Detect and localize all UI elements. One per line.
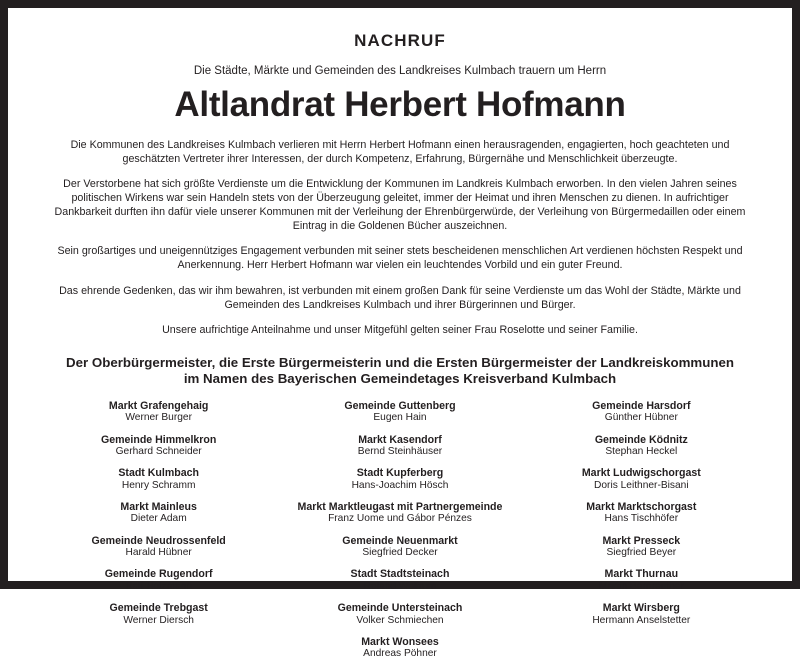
signatory-person: Ralf Holzmann [125,580,193,592]
signatory-column-center [279,400,520,661]
signatory-person: Henry Schramm [121,479,196,491]
signatory-place: Gemeinde Harsdorf [592,399,691,412]
signatory-place: Gemeinde Neudrossenfeld [91,534,226,547]
obituary-subtitle: Die Städte, Märkte und Gemeinden des Landkreises Kulmbach trauern um Herrn [193,64,607,77]
signatory-entry [38,434,279,459]
signatory-entry [521,535,762,560]
signatory-person: Eugen Hain [373,412,427,424]
signatory-entry [38,467,279,492]
signatory-place: Stadt Kulmbach [118,467,199,480]
signatory-person: Hans Tischhöfer [604,513,679,525]
signatory-person: Werner Burger [125,412,192,424]
signatory-heading-line-2: im Namen des Bayerischen Gemeindetages Kreisverband Kulmbach [183,371,617,387]
signatory-person: Martin Bernreuther [598,580,684,592]
signatory-column-left [38,400,279,627]
signatory-place: Markt Marktschorgast [586,500,697,513]
body-paragraph: Der Verstorbene hat sich größte Verdienste um die Entwicklung der Kommunen im Landkreis Kulmbach erworben. In den vielen Jahren seines politischen Wirkens war sein Handeln stets von der Überzeugung geleitet, immer der Heimat und ihren Menschen zu dienen. In aufrichtiger Dankbarkeit durften ihn dafür viele unserer Kommunen mit der Verleihung der Ehrenbürgerwürde, der Verleihung von Bürgermedaillen oder einem Eintrag in die Goldenen Bücher auszeichnen. [54,177,746,233]
signatory-person: Siegfried Beyer [606,547,677,559]
signatory-place: Gemeinde Guttenberg [344,399,456,412]
signatory-entry [279,400,520,425]
signatory-person: Siegfried Decker [362,547,438,559]
signatory-person: Werner Diersch [123,614,194,626]
body-paragraph: Unsere aufrichtige Anteilnahme und unser Mitgefühl gelten seiner Frau Roselotte und seiner Familie. [162,323,638,336]
signatory-columns [38,400,762,661]
signatory-place: Gemeinde Rugendorf [104,568,213,581]
signatory-entry [38,501,279,526]
signatory-entry [279,636,520,661]
signatory-entry [521,501,762,526]
signatory-place: Gemeinde Untersteinach [337,601,463,614]
signatory-person: Roland Wolfrum [363,580,437,592]
signatory-place: Markt Wirsberg [602,601,680,614]
signatory-entry [521,602,762,627]
deceased-name: Altlandrat Herbert Hofmann [174,85,626,125]
signatory-entry [279,568,520,593]
signatory-column-right [521,400,762,627]
signatory-place: Gemeinde Himmelkron [100,433,217,446]
body-paragraph: Sein großartiges und uneigennütziges Engagement verbunden mit seiner stets bescheidenen menschlichen Art verdienen höchsten Respekt und Anerkennung. Herr Herbert Hofmann war vielen ein leuchtendes Vorbild und ein guter Freund. [57,245,743,272]
signatory-heading [38,355,762,388]
signatory-place: Markt Marktleugast mit Partnergemeinde [297,500,503,513]
signatory-person: Franz Uome und Gábor Pénzes [328,513,472,525]
signatory-entry [38,400,279,425]
signatory-person: Gerhard Schneider [115,446,202,458]
signatory-entry [521,467,762,492]
obituary-body [38,138,762,337]
signatory-entry [38,568,279,593]
signatory-person: Dieter Adam [130,513,187,525]
signatory-entry [279,602,520,627]
body-paragraph: Das ehrende Gedenken, das wir ihm bewahren, ist verbunden mit einem großen Dank für seine Verdienste um das Wohl der Städte, Märkte und Gemeinden des Landkreises Kulmbach und ihrer Bürgerinnen und Bürger. [59,284,741,311]
signatory-entry [38,535,279,560]
signatory-place: Markt Mainleus [120,500,197,513]
signatory-person: Stephan Heckel [605,446,678,458]
signatory-place: Markt Thurnau [604,568,679,581]
signatory-person: Hermann Anselstetter [592,614,691,626]
signatory-entry [38,602,279,627]
signatory-place: Gemeinde Trebgast [109,601,208,614]
signatory-person: Andreas Pöhner [363,648,437,660]
signatory-person: Volker Schmiechen [356,614,444,626]
signatory-person: Günther Hübner [604,412,678,424]
obituary-content [8,8,792,660]
signatory-person: Hans-Joachim Hösch [351,479,449,491]
obituary-kicker: NACHRUF [354,31,446,50]
signatory-person: Harald Hübner [125,547,192,559]
signatory-entry [521,400,762,425]
signatory-person: Doris Leithner-Bisani [594,479,689,491]
signatory-place: Gemeinde Ködnitz [594,433,688,446]
signatory-place: Stadt Stadtsteinach [350,568,450,581]
signatory-place: Stadt Kupferberg [356,467,444,480]
signatory-place: Markt Presseck [602,534,681,547]
signatory-entry [279,467,520,492]
body-paragraph: Die Kommunen des Landkreises Kulmbach verlieren mit Herrn Herbert Hofmann einen herausragenden, engagierten, hoch geachteten und geschätzten Vertreter ihrer Interessen, der durch Kompetenz, Erfahrung, Bürgernähe und Menschlichkeit überzeugte. [70,138,730,165]
signatory-place: Markt Kasendorf [358,433,442,446]
signatory-place: Markt Wonsees [361,635,439,648]
signatory-entry [279,434,520,459]
signatory-entry [521,434,762,459]
signatory-entry [279,535,520,560]
signatory-entry [521,568,762,593]
signatory-place: Markt Grafengehaig [108,399,209,412]
signatory-place: Markt Ludwigschorgast [581,467,701,480]
signatory-entry [279,501,520,526]
signatory-heading-line-1: Der Oberbürgermeister, die Erste Bürgermeisterin und die Ersten Bürgermeister der Landkreiskommunen [65,354,734,370]
signatory-person: Bernd Steinhäuser [357,446,443,458]
signatory-place: Gemeinde Neuenmarkt [342,534,458,547]
